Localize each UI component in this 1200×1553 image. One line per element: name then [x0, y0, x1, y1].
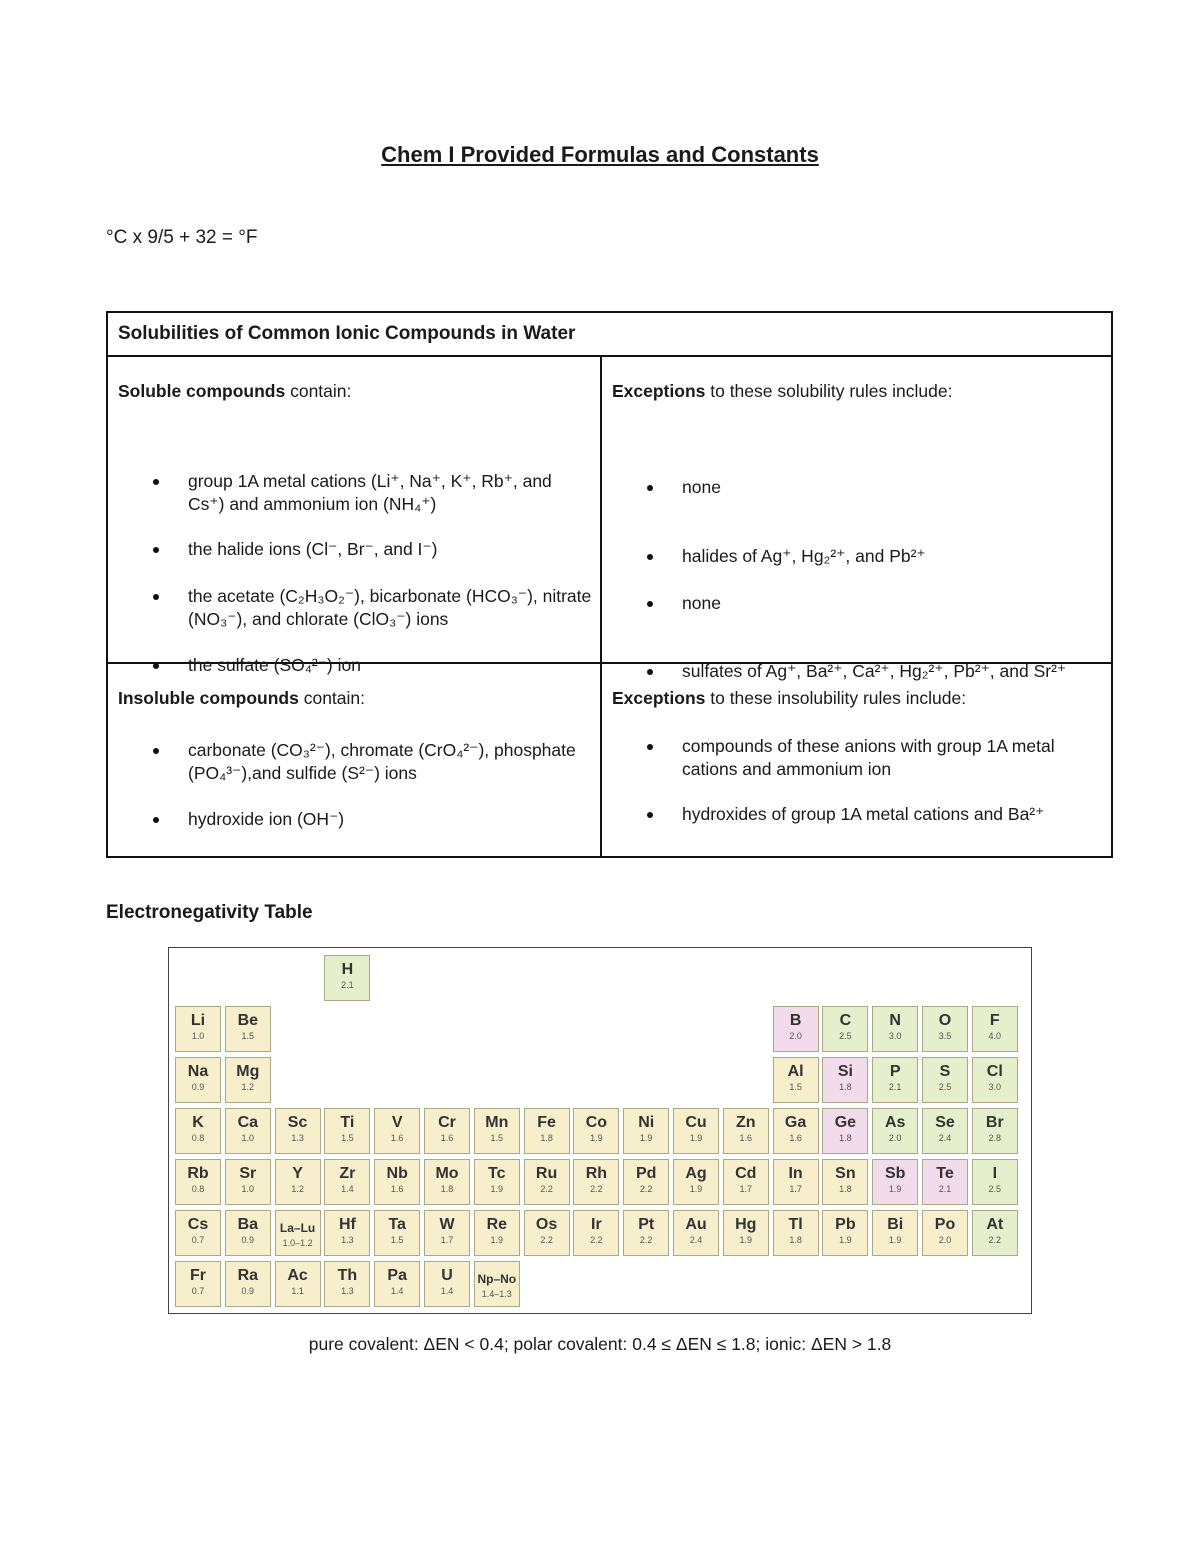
element-electronegativity: 1.9 — [888, 1184, 902, 1194]
element-electronegativity: 2.4 — [689, 1235, 703, 1245]
element-electronegativity: 1.7 — [440, 1235, 454, 1245]
element-cell-c — [822, 1006, 868, 1052]
element-cell-fe — [524, 1108, 570, 1154]
element-cell-o — [922, 1006, 968, 1052]
solubility-table — [106, 311, 1113, 858]
element-electronegativity: 1.8 — [440, 1184, 454, 1194]
element-electronegativity: 1.7 — [789, 1184, 802, 1194]
element-symbol: Os — [535, 1216, 558, 1233]
element-cell-pt — [623, 1210, 669, 1256]
element-cell-mn — [474, 1108, 520, 1154]
insoluble-rule-item: carbonate (CO₃²⁻), chromate (CrO₄²⁻), phosphate (PO₄³⁻),and sulfide (S²⁻) ions — [188, 739, 592, 785]
electronegativity-title: Electronegativity Table — [106, 902, 313, 923]
element-symbol: B — [789, 1012, 802, 1029]
element-cell-br — [972, 1108, 1018, 1154]
element-symbol: Si — [837, 1063, 853, 1080]
element-cell-ta — [374, 1210, 420, 1256]
element-symbol: U — [441, 1267, 453, 1284]
element-symbol: Sr — [239, 1165, 257, 1182]
element-cell-cu — [673, 1108, 719, 1154]
element-cell-au — [673, 1210, 719, 1256]
element-electronegativity: 2.2 — [540, 1235, 553, 1245]
element-cell-ru — [524, 1159, 570, 1205]
soluble-intro — [118, 381, 351, 402]
element-cell-th — [324, 1261, 370, 1307]
element-electronegativity: 1.9 — [590, 1133, 603, 1143]
element-electronegativity: 3.0 — [988, 1082, 1002, 1092]
element-cell-pb — [822, 1210, 868, 1256]
element-symbol: Pa — [387, 1267, 407, 1284]
element-symbol: W — [439, 1216, 455, 1233]
element-symbol: Pb — [835, 1216, 856, 1233]
element-electronegativity: 1.6 — [390, 1184, 404, 1194]
element-symbol: Cd — [735, 1165, 757, 1182]
element-symbol: Y — [292, 1165, 303, 1182]
element-symbol: Ca — [237, 1114, 259, 1131]
element-cell-zr — [324, 1159, 370, 1205]
element-electronegativity: 0.7 — [191, 1235, 205, 1245]
element-cell-te — [922, 1159, 968, 1205]
element-symbol: Ac — [287, 1267, 308, 1284]
element-electronegativity: 2.0 — [789, 1031, 802, 1041]
element-symbol: V — [391, 1114, 403, 1131]
element-electronegativity: 3.0 — [888, 1031, 902, 1041]
element-electronegativity: 1.9 — [839, 1235, 852, 1245]
element-symbol: Rb — [187, 1165, 209, 1182]
element-cell-s — [922, 1057, 968, 1103]
element-electronegativity: 2.2 — [639, 1235, 653, 1245]
element-symbol: Be — [237, 1012, 259, 1029]
element-electronegativity: 1.0–1.2 — [282, 1238, 313, 1248]
element-symbol: Cs — [187, 1216, 209, 1233]
element-electronegativity: 1.5 — [490, 1133, 504, 1143]
element-electronegativity: 2.1 — [938, 1184, 952, 1194]
soluble-exceptions-intro-rest: to these solubility rules include: — [705, 381, 953, 401]
element-cell-pd — [623, 1159, 669, 1205]
element-electronegativity: 1.6 — [789, 1133, 802, 1143]
element-cell-ge — [822, 1108, 868, 1154]
element-symbol: Co — [585, 1114, 608, 1131]
element-cell-al — [773, 1057, 819, 1103]
insoluble-exceptions-cell — [601, 663, 1112, 857]
soluble-intro-bold: Soluble compounds — [118, 381, 286, 401]
soluble-rule-item: group 1A metal cations (Li⁺, Na⁺, K⁺, Rb⁺, and Cs⁺) and ammonium ion (NH₄⁺) — [188, 470, 592, 516]
element-cell-hf — [324, 1210, 370, 1256]
element-symbol: Cr — [438, 1114, 456, 1131]
element-electronegativity: 2.2 — [590, 1235, 603, 1245]
element-cell-at — [972, 1210, 1018, 1256]
element-cell-po — [922, 1210, 968, 1256]
element-electronegativity: 2.5 — [988, 1184, 1002, 1194]
element-symbol: I — [992, 1165, 998, 1182]
temperature-conversion-formula: °C x 9/5 + 32 = °F — [106, 227, 258, 248]
element-symbol: Zr — [339, 1165, 356, 1182]
element-electronegativity: 1.6 — [390, 1133, 404, 1143]
element-symbol: Ge — [834, 1114, 857, 1131]
element-electronegativity: 1.8 — [789, 1235, 802, 1245]
element-symbol: Po — [934, 1216, 956, 1233]
element-cell-la-lu — [275, 1210, 321, 1256]
element-cell-f — [972, 1006, 1018, 1052]
element-symbol: Fe — [537, 1114, 556, 1131]
element-electronegativity: 2.2 — [988, 1235, 1002, 1245]
element-symbol: Na — [187, 1063, 209, 1080]
element-electronegativity: 1.2 — [241, 1082, 255, 1092]
element-electronegativity: 0.8 — [191, 1133, 205, 1143]
element-electronegativity: 1.4–1.3 — [481, 1289, 512, 1299]
element-electronegativity: 2.0 — [938, 1235, 952, 1245]
element-cell-ra — [225, 1261, 271, 1307]
element-electronegativity: 2.1 — [888, 1082, 902, 1092]
element-symbol: Ag — [685, 1165, 707, 1182]
element-cell-sb — [872, 1159, 918, 1205]
page-title: Chem I Provided Formulas and Constants — [381, 142, 819, 167]
insoluble-exceptions-intro-bold: Exceptions — [612, 688, 706, 708]
element-electronegativity: 1.4 — [440, 1286, 454, 1296]
soluble-exceptions-intro — [612, 381, 952, 402]
element-symbol: Hg — [735, 1216, 757, 1233]
element-cell-mo — [424, 1159, 470, 1205]
element-electronegativity: 2.2 — [540, 1184, 553, 1194]
element-cell-in — [773, 1159, 819, 1205]
element-electronegativity: 1.5 — [789, 1082, 802, 1092]
element-electronegativity: 1.8 — [839, 1082, 852, 1092]
element-cell-cs — [175, 1210, 221, 1256]
element-electronegativity: 2.1 — [341, 980, 354, 990]
element-symbol: C — [839, 1012, 852, 1029]
soluble-rule-item: the halide ions (Cl⁻, Br⁻, and I⁻) — [188, 538, 592, 561]
element-symbol: La–Lu — [279, 1221, 316, 1235]
element-electronegativity: 0.9 — [191, 1082, 205, 1092]
soluble-exception-item: none — [682, 592, 1103, 615]
solubility-table-heading: Solubilities of Common Ionic Compounds in Water — [107, 312, 1112, 356]
element-electronegativity: 1.2 — [291, 1184, 304, 1194]
element-electronegativity: 1.9 — [689, 1184, 703, 1194]
element-cell-si — [822, 1057, 868, 1103]
element-electronegativity: 0.9 — [241, 1286, 255, 1296]
soluble-exception-item: halides of Ag⁺, Hg₂²⁺, and Pb²⁺ — [682, 545, 1103, 568]
element-symbol: Mn — [485, 1114, 509, 1131]
element-cell-re — [474, 1210, 520, 1256]
soluble-exception-item: sulfates of Ag⁺, Ba²⁺, Ca²⁺, Hg₂²⁺, Pb²⁺, and Sr²⁺ — [682, 660, 1103, 683]
element-electronegativity: 1.8 — [839, 1184, 852, 1194]
element-electronegativity: 0.7 — [191, 1286, 205, 1296]
element-electronegativity: 0.9 — [241, 1235, 255, 1245]
insoluble-compounds-cell — [107, 663, 601, 857]
element-cell-cl — [972, 1057, 1018, 1103]
element-symbol: As — [884, 1114, 906, 1131]
element-symbol: In — [788, 1165, 803, 1182]
element-symbol: Tl — [788, 1216, 803, 1233]
element-cell-n — [872, 1006, 918, 1052]
bond-type-footnote: pure covalent: ΔEN < 0.4; polar covalent: 0.4 ≤ ΔEN ≤ 1.8; ionic: ΔEN > 1.8 — [308, 1334, 892, 1354]
electronegativity-periodic-table — [168, 947, 1032, 1314]
element-cell-u — [424, 1261, 470, 1307]
soluble-intro-rest: contain: — [285, 381, 352, 401]
insoluble-exceptions-intro-rest: to these insolubility rules include: — [705, 688, 967, 708]
element-electronegativity: 3.5 — [938, 1031, 952, 1041]
element-electronegativity: 1.9 — [490, 1235, 504, 1245]
element-electronegativity: 4.0 — [988, 1031, 1002, 1041]
element-symbol: Mg — [236, 1063, 260, 1080]
element-symbol: S — [939, 1063, 951, 1080]
element-symbol: Sc — [287, 1114, 308, 1131]
element-cell-nb — [374, 1159, 420, 1205]
element-symbol: H — [341, 961, 354, 978]
element-electronegativity: 2.5 — [938, 1082, 952, 1092]
element-cell-se — [922, 1108, 968, 1154]
element-cell-ag — [673, 1159, 719, 1205]
element-cell-ni — [623, 1108, 669, 1154]
element-symbol: Nb — [386, 1165, 408, 1182]
element-cell-na — [175, 1057, 221, 1103]
insoluble-exception-item: compounds of these anions with group 1A metal cations and ammonium ion — [682, 735, 1103, 781]
element-symbol: K — [192, 1114, 204, 1131]
element-symbol: Fr — [190, 1267, 206, 1284]
element-cell-sr — [225, 1159, 271, 1205]
element-electronegativity: 1.1 — [291, 1286, 304, 1296]
insoluble-exceptions-intro — [612, 688, 966, 709]
element-cell-np-no — [474, 1261, 520, 1307]
element-symbol: Te — [936, 1165, 954, 1182]
soluble-compounds-cell — [107, 356, 601, 675]
element-symbol: Bi — [887, 1216, 904, 1233]
soluble-rule-item: the acetate (C₂H₃O₂⁻), bicarbonate (HCO₃⁻), nitrate (NO₃⁻), and chlorate (ClO₃⁻) ions — [188, 586, 592, 629]
element-cell-fr — [175, 1261, 221, 1307]
element-symbol: Au — [685, 1216, 707, 1233]
element-electronegativity: 1.4 — [341, 1184, 354, 1194]
element-cell-tl — [773, 1210, 819, 1256]
element-symbol: N — [889, 1012, 901, 1029]
element-electronegativity: 1.5 — [341, 1133, 354, 1143]
element-symbol: At — [986, 1216, 1004, 1233]
element-cell-bi — [872, 1210, 918, 1256]
element-cell-rb — [175, 1159, 221, 1205]
element-symbol: Hf — [338, 1216, 356, 1233]
element-cell-ac — [275, 1261, 321, 1307]
element-symbol: Pd — [635, 1165, 657, 1182]
element-symbol: F — [989, 1012, 1000, 1029]
element-cell-ti — [324, 1108, 370, 1154]
element-electronegativity: 1.0 — [241, 1184, 255, 1194]
element-cell-y — [275, 1159, 321, 1205]
element-cell-w — [424, 1210, 470, 1256]
element-symbol: Tc — [488, 1165, 506, 1182]
element-cell-sc — [275, 1108, 321, 1154]
element-electronegativity: 1.6 — [739, 1133, 753, 1143]
element-electronegativity: 1.9 — [639, 1133, 653, 1143]
insoluble-intro-bold: Insoluble compounds — [118, 688, 299, 708]
element-symbol: Al — [787, 1063, 804, 1080]
insoluble-rule-item: hydroxide ion (OH⁻) — [188, 808, 592, 831]
element-cell-cd — [723, 1159, 769, 1205]
soluble-exceptions-cell — [601, 356, 1112, 681]
element-electronegativity: 2.5 — [839, 1031, 852, 1041]
element-symbol: Ru — [535, 1165, 558, 1182]
element-cell-pa — [374, 1261, 420, 1307]
element-cell-os — [524, 1210, 570, 1256]
element-electronegativity: 1.9 — [490, 1184, 504, 1194]
element-cell-rh — [573, 1159, 619, 1205]
element-electronegativity: 1.5 — [241, 1031, 255, 1041]
element-symbol: Th — [337, 1267, 358, 1284]
element-cell-ca — [225, 1108, 271, 1154]
element-electronegativity: 1.9 — [689, 1133, 703, 1143]
element-symbol: Sb — [884, 1165, 906, 1182]
element-symbol: Cl — [986, 1063, 1003, 1080]
element-electronegativity: 1.4 — [390, 1286, 404, 1296]
element-symbol: Ti — [340, 1114, 355, 1131]
element-symbol: Br — [985, 1114, 1004, 1131]
element-cell-ir — [573, 1210, 619, 1256]
element-electronegativity: 2.0 — [888, 1133, 902, 1143]
element-symbol: Se — [935, 1114, 955, 1131]
element-electronegativity: 2.8 — [988, 1133, 1002, 1143]
element-symbol: Np–No — [477, 1272, 517, 1286]
element-electronegativity: 1.0 — [241, 1133, 255, 1143]
element-symbol: Ta — [388, 1216, 406, 1233]
element-symbol: Mo — [435, 1165, 459, 1182]
soluble-exception-item: none — [682, 476, 1103, 499]
element-electronegativity: 2.4 — [938, 1133, 952, 1143]
element-electronegativity: 2.2 — [639, 1184, 653, 1194]
element-cell-b — [773, 1006, 819, 1052]
element-cell-h — [324, 955, 370, 1001]
element-symbol: Ir — [591, 1216, 602, 1233]
element-cell-p — [872, 1057, 918, 1103]
element-cell-ba — [225, 1210, 271, 1256]
element-electronegativity: 1.8 — [540, 1133, 553, 1143]
element-cell-ga — [773, 1108, 819, 1154]
element-cell-v — [374, 1108, 420, 1154]
element-cell-mg — [225, 1057, 271, 1103]
element-electronegativity: 1.9 — [888, 1235, 902, 1245]
element-cell-i — [972, 1159, 1018, 1205]
element-symbol: Ga — [784, 1114, 807, 1131]
element-cell-hg — [723, 1210, 769, 1256]
element-cell-as — [872, 1108, 918, 1154]
element-symbol: O — [938, 1012, 952, 1029]
element-symbol: Ni — [638, 1114, 655, 1131]
element-cell-be — [225, 1006, 271, 1052]
element-electronegativity: 1.3 — [341, 1286, 354, 1296]
element-symbol: Rh — [585, 1165, 608, 1182]
element-cell-li — [175, 1006, 221, 1052]
element-symbol: Ba — [237, 1216, 259, 1233]
element-symbol: Zn — [736, 1114, 756, 1131]
element-cell-co — [573, 1108, 619, 1154]
element-symbol: Pt — [638, 1216, 655, 1233]
insoluble-intro-rest: contain: — [298, 688, 365, 708]
element-electronegativity: 1.6 — [440, 1133, 454, 1143]
insoluble-exception-item: hydroxides of group 1A metal cations and Ba²⁺ — [682, 803, 1103, 826]
element-symbol: Re — [486, 1216, 508, 1233]
element-electronegativity: 1.9 — [739, 1235, 753, 1245]
element-electronegativity: 1.3 — [291, 1133, 304, 1143]
element-electronegativity: 0.8 — [191, 1184, 205, 1194]
element-cell-tc — [474, 1159, 520, 1205]
element-cell-sn — [822, 1159, 868, 1205]
element-symbol: Sn — [835, 1165, 856, 1182]
element-cell-zn — [723, 1108, 769, 1154]
insoluble-intro — [118, 688, 365, 709]
element-symbol: Li — [190, 1012, 206, 1029]
element-symbol: Ra — [237, 1267, 259, 1284]
element-electronegativity: 1.3 — [341, 1235, 354, 1245]
element-electronegativity: 1.5 — [390, 1235, 404, 1245]
element-electronegativity: 2.2 — [590, 1184, 603, 1194]
element-symbol: Cu — [685, 1114, 707, 1131]
soluble-exceptions-intro-bold: Exceptions — [612, 381, 706, 401]
element-electronegativity: 1.8 — [839, 1133, 852, 1143]
soluble-rule-item: the sulfate (SO₄²⁻) ion — [188, 654, 592, 677]
element-cell-k — [175, 1108, 221, 1154]
element-electronegativity: 1.0 — [191, 1031, 205, 1041]
element-electronegativity: 1.7 — [739, 1184, 753, 1194]
element-symbol: P — [889, 1063, 901, 1080]
element-cell-cr — [424, 1108, 470, 1154]
